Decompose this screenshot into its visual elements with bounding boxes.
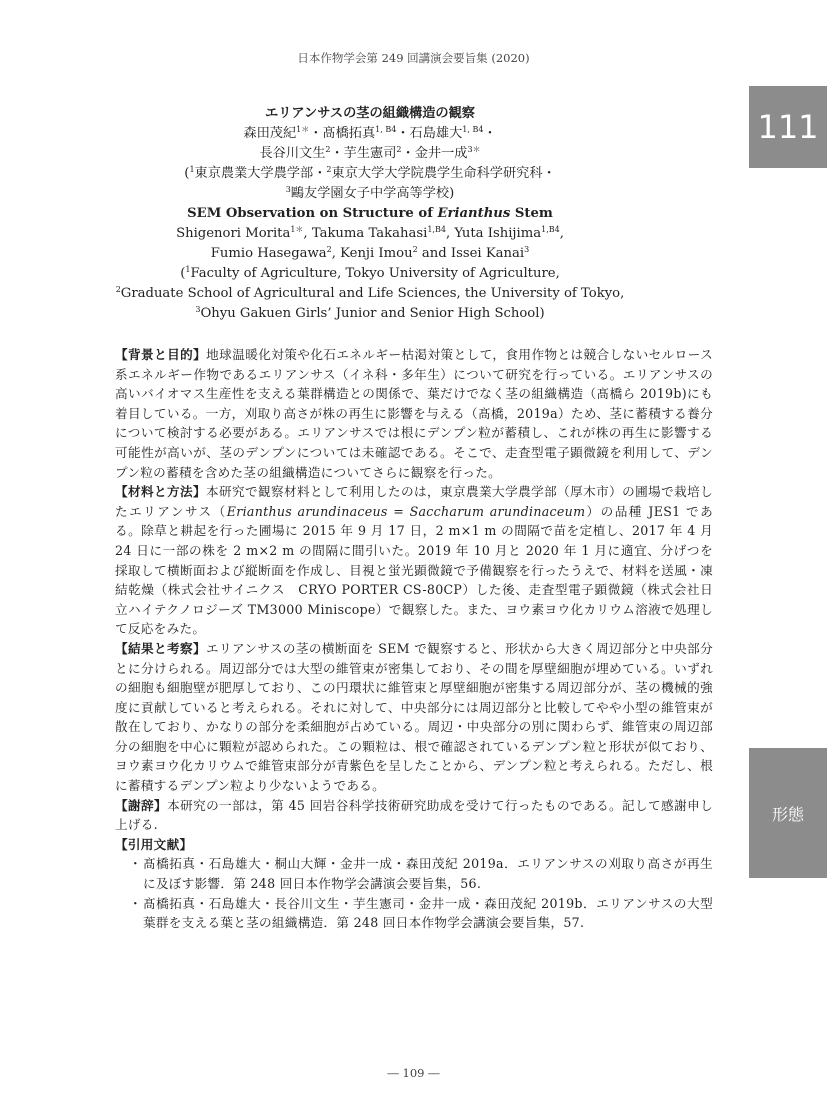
separator: , <box>445 226 455 241</box>
reference-item <box>115 854 713 893</box>
author-sup: 3＊ <box>467 145 481 154</box>
reference-text: 髙橋拓真・石島雄大・桐山大輝・金井一成・森田茂紀 2019a．エリアンサスの刈取り高さが再生に及ぼす影響．第 248 回日本作物学会講演会要旨集，56. <box>143 856 713 892</box>
affil-sup: 3 <box>195 305 201 314</box>
title-block <box>90 104 650 324</box>
author-sup: 1,B4 <box>427 225 446 234</box>
author-name: Kenji Imou <box>340 246 413 261</box>
section-heading: 【結果と考察】 <box>115 640 206 656</box>
author-sup: 3 <box>524 245 530 254</box>
authors-ja-line2 <box>90 144 650 164</box>
title-en-genus: Erianthus <box>437 206 511 221</box>
bullet: ・ <box>129 856 142 872</box>
author-name: 石島雄大 <box>409 126 463 141</box>
affil-text: Faculty of Agriculture, Tokyo University of Agriculture, <box>190 266 560 281</box>
author-sup: 1,B4 <box>541 225 560 234</box>
author-sup: 2 <box>412 245 418 254</box>
author-sup: 2 <box>326 245 332 254</box>
abstract-number-tab: 111 <box>749 86 827 168</box>
bullet: ・ <box>129 895 142 911</box>
page-number: ― 109 ― <box>387 1066 440 1080</box>
title-ja: エリアンサスの茎の組織構造の観察 <box>265 106 475 121</box>
affiliation-ja-line2 <box>90 184 650 204</box>
section-acknowledgements <box>115 796 713 835</box>
separator: , <box>303 226 312 241</box>
author-name: 長谷川文生 <box>259 146 326 161</box>
title-en <box>90 204 650 224</box>
section-heading: 【背景と目的】 <box>115 347 207 362</box>
separator: and <box>417 246 451 261</box>
separator: ・ <box>309 126 323 141</box>
authors-en-line1 <box>90 224 650 244</box>
species-name: Erianthus arundinaceus <box>226 503 388 519</box>
author-name: 森田茂紀 <box>243 126 297 141</box>
section-heading: 【謝辞】 <box>115 797 168 813</box>
affil-sup: 2 <box>115 285 121 294</box>
affil-text: 東京大学大学院農学生命科学研究科・ <box>331 166 556 181</box>
author-sup: 1, B4 <box>462 125 484 134</box>
author-name: Issei Kanai <box>450 246 525 261</box>
section-text: 本研究の一部は，第 45 回岩谷科学技術研究助成を受けて行ったものである。記して感謝申し上げる. <box>115 797 713 833</box>
author-name: 髙橋拓真 <box>322 126 376 141</box>
author-sup: 1, B4 <box>375 125 397 134</box>
affiliation-en-line1 <box>90 264 650 284</box>
reference-item <box>115 894 713 933</box>
author-sup: 2 <box>396 145 402 154</box>
separator: , <box>331 246 341 261</box>
equals: = <box>387 503 410 519</box>
author-name: Takuma Takahasi <box>311 226 428 241</box>
separator: ・ <box>483 126 497 141</box>
section-results <box>115 639 713 796</box>
title-en-pre: SEM Observation on Structure of <box>187 206 438 221</box>
reference-list <box>115 854 713 932</box>
paren: ( <box>184 166 190 181</box>
section-heading: 【材料と方法】 <box>115 484 207 500</box>
section-text: 本研究で観察材料として利用したのは，東京農業大学農学部（厚木市）の圃場で栽培したエリアンサス（ <box>115 484 713 519</box>
authors-ja-line1 <box>90 124 650 144</box>
separator: ・ <box>401 146 415 161</box>
title-en-post: Stem <box>510 206 553 221</box>
section-background <box>115 345 713 482</box>
running-header: 日本作物学会第 249 回講演会要旨集 (2020) <box>297 51 530 65</box>
affil-sup: 1 <box>189 165 195 174</box>
author-name: Fumio Hasegawa <box>210 246 327 261</box>
author-name: 芋生憲司 <box>343 146 397 161</box>
section-methods <box>115 482 713 639</box>
reference-text: 髙橋拓真・石島雄大・長谷川文生・芋生憲司・金井一成・森田茂紀 2019b．エリアンサスの大型葉群を支える葉と茎の組織構造．第 248 回日本作物学会講演会要旨集，57. <box>143 895 713 931</box>
author-sup: 1＊ <box>296 125 310 134</box>
separator: ・ <box>396 126 410 141</box>
affil-sup: 3 <box>285 185 291 194</box>
category-tab: 形態 <box>749 748 827 878</box>
section-text: 地球温暖化対策や化石エネルギー枯渇対策として，食用作物とは競合しないセルロース系エネルギー作物であるエリアンサス（イネ科・多年生）について研究を行っている。エリアンサスの高いバイオマス生産性を支える葉群構造との関係で、葉だけでなく茎の組織構造（髙橋ら 2019b)にも着目している。一方，刈取り高さが株の再生に影響を与える（髙橋，2019a）ため、茎に蓄積する養分について検討する必要がある。エリアンサスでは根にデンプン粒が蓄積し、これが株の再生に影響する可能性が高いが、茎のデンプンについては未確認である。そこで、走査型電子顕微鏡を利用して、デンプン粒の蓄積を含めた茎の組織構造についてさらに観察を行った。 <box>115 347 713 480</box>
separator: , <box>559 226 564 241</box>
author-name: 金井一成 <box>414 146 468 161</box>
section-text: ）の品種 JES1 である。除草と耕起を行った圃場に 2015 年 9 月 17 日，2 m×1 m の間隔で苗を定植し、2017 年 4 月 24 日に一部の株を 2 m×2 m の間隔に間引いた。2019 年 10 月と 2020 年 1 月に適宜、分げつを採取して横断面および縦断面を作成し、目視と蛍光顕微鏡で予備観察を行ったうえで、材料を送風・凍結乾燥（株式会社サイニクス CRYO PORTER CS-80CP）した後、走査型電子顕微鏡（株式会社日立ハイテクノロジーズ TM3000 Miniscope）で観察した。また、ヨウ素ヨウ化カリウム溶液で処理して反応をみた。 <box>115 503 713 637</box>
affil-sup: 2 <box>326 165 332 174</box>
affiliation-en-line2 <box>90 284 650 304</box>
author-name: Shigenori Morita <box>176 226 291 241</box>
affiliation-ja-line1 <box>90 164 650 184</box>
references-heading: 【引用文献】 <box>115 836 193 852</box>
affil-text: Ohyu Gakuen Girls’ Junior and Senior High School) <box>200 306 545 321</box>
affil-text: 鷗友学園女子中学高等学校) <box>290 186 455 201</box>
author-sup: 1＊ <box>290 225 304 234</box>
authors-en-line2 <box>90 244 650 264</box>
author-name: Yuta Ishijima <box>454 226 542 241</box>
author-sup: 2 <box>325 145 331 154</box>
separator: ・ <box>330 146 344 161</box>
section-text: エリアンサスの茎の横断面を SEM で観察すると、形状から大きく周辺部分と中央部分とに分けられる。周辺部分では大型の維管束が密集しており、その間を厚壁細胞が埋めている。いずれの細胞も細胞壁が肥厚しており、この円環状に維管束と厚壁細胞が密集する周辺部分が、茎の機械的強度に貢献していると考えられる。それに対して、中央部分には周辺部分と比較してやや小型の維管束が散在しており、かなりの部分を柔細胞が占めている。周辺・中央部分の別に関わらず、維管束の周辺部分の細胞を中心に顆粒が認められた。この顆粒は、根で確認されているデンプン粒と形状が似ており、ヨウ素ヨウ化カリウムで維管束部分が青紫色を呈したことから、デンプン粒と考えられる。ただし、根に蓄積するデンプン粒より少ないようである。 <box>115 640 713 794</box>
affil-text: Graduate School of Agricultural and Life Sciences, the University of Tokyo, <box>120 286 625 301</box>
paren: ( <box>180 266 186 281</box>
affil-sup: 1 <box>185 265 191 274</box>
species-synonym: Saccharum arundinaceum <box>409 503 586 519</box>
abstract-body <box>115 345 713 933</box>
affiliation-en-line3 <box>90 304 650 324</box>
affil-text: 東京農業大学農学部・ <box>194 166 327 181</box>
